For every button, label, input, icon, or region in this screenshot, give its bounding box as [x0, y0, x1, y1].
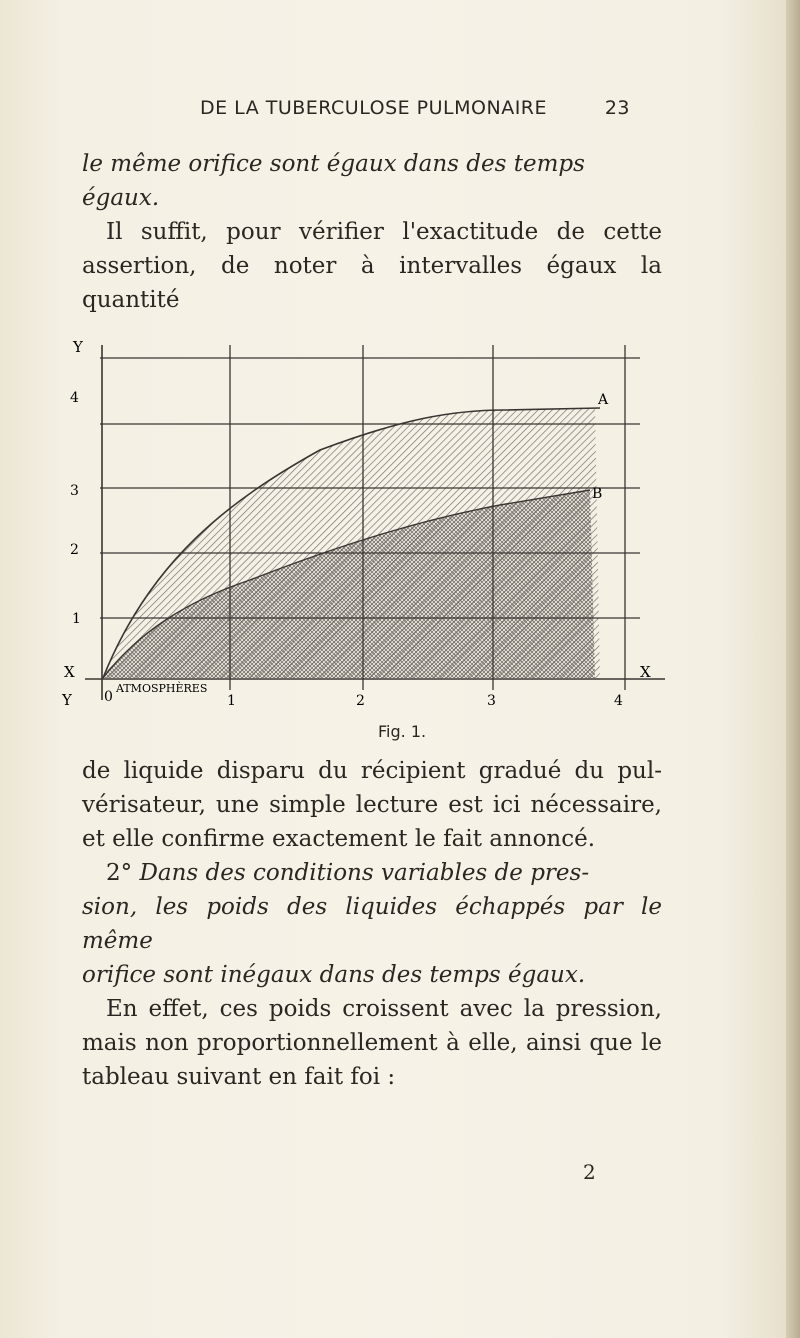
y-tick-label: 1: [72, 611, 81, 627]
text-line: sion, les poids des liquides échappés par le même: [82, 894, 662, 954]
x-tick-label: 4: [614, 693, 623, 709]
paragraph-bottom: [82, 754, 662, 1094]
y-tick-label: 2: [70, 542, 79, 558]
x-tick-label: 2: [356, 693, 365, 709]
text-line: Il suffit, pour vérifier l'exactitude de cette: [106, 219, 662, 245]
figure-caption: Fig. 1.: [378, 722, 427, 741]
y-axis-letter-top: Y: [73, 338, 83, 356]
curve-a-label: A: [598, 392, 609, 408]
text-line: de liquide disparu du récipient gradué du pul-: [82, 758, 662, 784]
signature-mark: 2: [583, 1160, 596, 1184]
text-line: [82, 856, 662, 890]
text-line: vérisateur, une simple lecture est ici nécessaire,: [82, 792, 662, 818]
text-fragment: Dans des conditions variables de pres-: [139, 860, 590, 886]
page-number: 23: [604, 97, 630, 119]
x-tick-label: 3: [487, 693, 496, 709]
x-axis-letter-right: X: [640, 663, 651, 681]
text-line: tableau suivant en fait foi :: [82, 1064, 396, 1090]
text-line: et elle confirme exactement le fait annoncé.: [82, 826, 596, 852]
text-line: En effet, ces poids croissent avec la pression,: [106, 996, 662, 1022]
text-line: le même orifice sont égaux dans des temps: [82, 151, 585, 177]
running-title: DE LA TUBERCULOSE PULMONAIRE: [200, 97, 548, 119]
section-number: 2°: [106, 860, 133, 886]
y-axis-letter-bottom: Y: [62, 691, 72, 709]
unit-label: ATMOSPHÈRES: [116, 682, 208, 695]
text-line: mais non proportionnellement à elle, ainsi que le: [82, 1030, 662, 1056]
x-tick-label: 0: [104, 689, 113, 705]
y-tick-label: 4: [70, 390, 79, 406]
x-tick-label: 1: [227, 693, 236, 709]
curve-b-label: B: [592, 486, 603, 502]
text-line: assertion, de noter à intervalles égaux la quantité: [82, 253, 662, 313]
text-line: orifice sont inégaux dans des temps égaux.: [82, 962, 586, 988]
y-tick-label: 3: [70, 483, 79, 499]
text-line: égaux.: [82, 185, 160, 211]
x-axis-letter-left: X: [64, 663, 75, 681]
